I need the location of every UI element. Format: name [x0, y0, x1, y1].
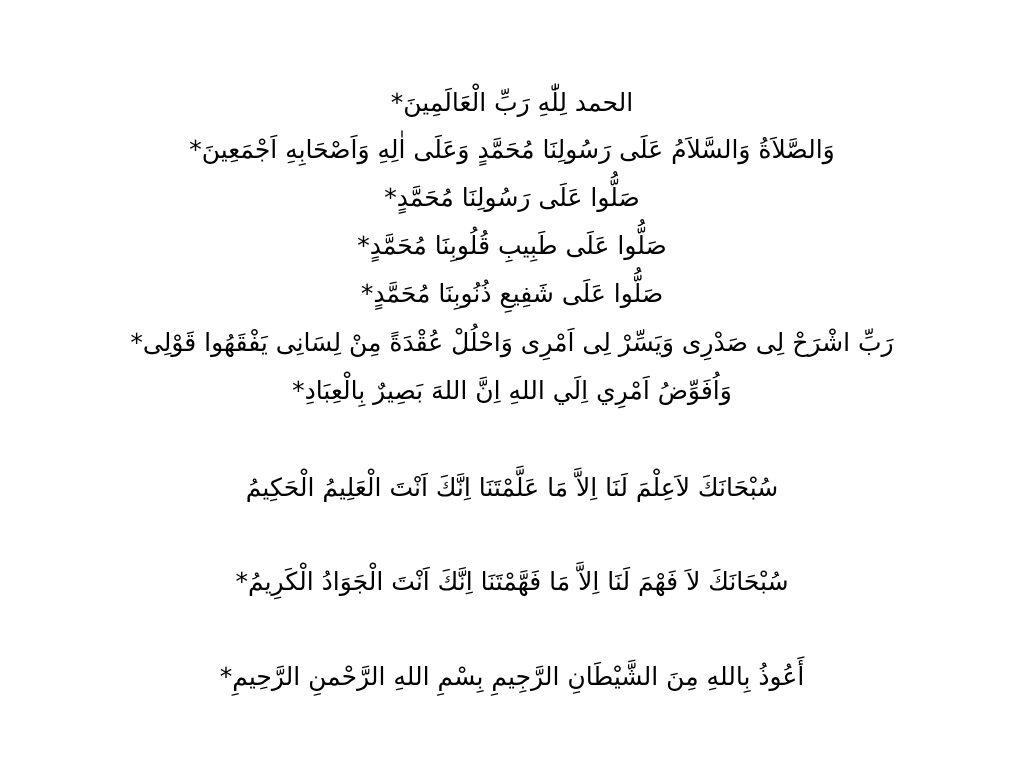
text-line-salawat: وَالصَّلاَةُ وَالسَّلاَمُ عَلَى رَسُولِنَا مُحَمَّدٍ وَعَلَى اٰلِهِ وَاَصْحَابِهِ اَجْمَعِينَ*: [189, 135, 835, 164]
text-line-rabbishrah: رَبِّ اشْرَحْ لِى صَدْرِى وَيَسِّرْ لِى اَمْرِى وَاحْلُلْ عُقْدَةً مِنْ لِسَانِى يَفْقَهُوا قَوْلِى*: [130, 328, 894, 357]
text-line-sallu-rasul: صَلُّوا عَلَى رَسُولِنَا مُحَمَّدٍ*: [384, 183, 640, 212]
text-line-ufawwidu: وَاُفَوِّضُ اَمْرِي اِلَي اللهِ اِنَّ اللهَ بَصِيرٌ بِالْعِبَادِ*: [292, 376, 732, 405]
text-line-sallu-shafi: صَلُّوا عَلَى شَفِيعِ ذُنُوبِنَا مُحَمَّدٍ*: [360, 279, 664, 308]
text-line-sallu-tabib: صَلُّوا عَلَى طَبِيبِ قُلُوبِنَا مُحَمَّدٍ*: [357, 231, 667, 260]
text-line-subhanaka-fahm: سُبْحَانَكَ لاَ فَهْمَ لَنَا اِلاَّ مَا فَهَّمْتَنَا اِنَّكَ اَنْتَ الْجَوَادُ الْكَرِيمُ*: [235, 567, 789, 596]
text-line-hamd: الحمد لِلّٰهِ رَبِّ الْعَالَمِينَ*: [390, 88, 634, 117]
text-line-istiadha-basmala: أَعُوذُ بِاللهِ مِنَ الشَّيْطَانِ الرَّجِيمِ بِسْمِ اللهِ الرَّحْمنِ الرَّحِيمِ*: [219, 662, 805, 691]
text-line-subhanaka-ilm: سُبْحَانَكَ لاَعِلْمَ لَنَا اِلاَّ مَا عَلَّمْتَنَا اِنَّكَ اَنْتَ الْعَلِيمُ الْحَكِيمُ: [245, 473, 779, 502]
